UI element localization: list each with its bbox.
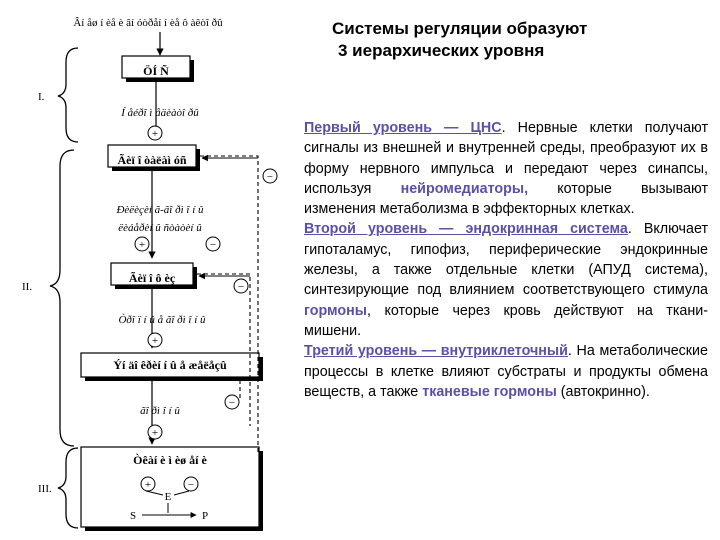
svg-text:+: + [151, 335, 159, 347]
brace-level-1 [58, 48, 78, 142]
plus-sign [148, 126, 162, 140]
cns-box-label: ÖÍ Ñ [143, 63, 169, 78]
title-line-1: Системы регуляции образуют [332, 19, 588, 38]
plus-sign [148, 425, 162, 439]
hypothalamus-box [108, 145, 200, 171]
liberins-statins-label: ëèáåðèí û ñòàòèí û [118, 222, 202, 234]
minus-sign [225, 395, 239, 409]
svg-text:+: + [151, 427, 159, 439]
target-tissue-box-label: Òêàí è ì èø åí è [133, 452, 207, 467]
target-tissue-box [81, 447, 263, 531]
title-line-2: 3 иерархических уровня [338, 41, 545, 60]
svg-text:−: − [266, 171, 274, 183]
pituitary-box [111, 263, 197, 289]
content-text [304, 118, 708, 402]
enzyme-label: E [164, 491, 172, 503]
tissue-hormones-term: тканевые гормоны [422, 383, 557, 400]
level-3-label: III. [38, 483, 52, 495]
svg-text:+: + [144, 479, 152, 491]
paragraph-level-1 [304, 118, 708, 219]
minus-sign [234, 279, 248, 293]
level-2-heading: Второй уровень — эндокринная система [304, 221, 628, 238]
svg-text:+: + [138, 239, 146, 251]
substrate-label: S [129, 510, 137, 522]
plus-sign [141, 477, 155, 491]
hormones-term: гормоны [304, 302, 368, 319]
level-braces [50, 48, 78, 528]
brace-level-3 [58, 448, 78, 528]
slide-title [332, 18, 702, 62]
hormones-label: ãî ðì î í û [140, 405, 180, 417]
neuromediators-term: нейромедиаторы, [400, 180, 529, 197]
paragraph-text: (автокринно). [556, 383, 650, 400]
endocrine-glands-box [81, 353, 263, 381]
product-label: P [201, 510, 209, 522]
endocrine-glands-box-label: Ýí äî êðèí í û å æåëåçû [113, 357, 227, 372]
minus-sign [263, 169, 277, 183]
plus-sign [148, 333, 162, 347]
tropic-hormones-label: Òðî ï í û å ãî ðì î í û [118, 314, 206, 326]
regulation-diagram [0, 0, 300, 540]
paragraph-text: . Нервные клетки получают сигналы из внешней и внутренней среды, преобразуют их в форму нервного импульса и передают через синапсы, используя [304, 120, 708, 197]
level-2-label: II. [22, 281, 33, 293]
svg-text:−: − [187, 479, 195, 491]
svg-text:−: − [228, 397, 236, 409]
paragraph-level-2 [304, 219, 708, 341]
minus-sign [206, 237, 220, 251]
svg-text:−: − [209, 239, 217, 251]
pituitary-box-label: Ãèï î ô èç [128, 270, 176, 285]
paragraph-level-3 [304, 341, 708, 402]
hypothalamus-box-label: Ãèï î òàëàì óñ [117, 152, 187, 167]
level-1-heading: Первый уровень — ЦНС [304, 120, 502, 136]
feedback-line-pituitary [197, 274, 250, 426]
paragraph-text: . На метаболические процессы в клетке влияют субстраты и продукты обмена веществ, а также [304, 343, 708, 400]
level-3-heading: Третий уровень — внутриклеточный [304, 343, 568, 360]
paragraph-text: . Включает гипоталамус, гипофиз, периферические эндокринные железы, а также отдельные клетки (АПУД система), синтезирующие под влиянием соответствующего стимула [304, 221, 708, 299]
releasing-hormones-label: Ðèëèçèí ã-ãî ðì î í û [116, 204, 204, 216]
brace-level-2 [50, 150, 74, 446]
paragraph-text: которые вызывают изменения метаболизма в эффекторных клетках. [304, 180, 708, 218]
neuromediators-label: Í åéðî ì åäèàòî ðû [121, 107, 199, 119]
level-1-label: I. [38, 91, 45, 103]
feedback-line-hypothalamus [200, 156, 258, 454]
minus-sign [184, 477, 198, 491]
external-factors-label: Âí åø í èå è âí óòðåí í èå ô àêòî ðû [73, 17, 223, 29]
plus-sign [135, 237, 149, 251]
cns-box [122, 56, 194, 82]
feedback-lines [197, 156, 258, 454]
paragraph-text: , которые через кровь действуют на ткани-мишени. [304, 302, 708, 339]
svg-text:−: − [237, 281, 245, 293]
svg-text:+: + [151, 128, 159, 140]
